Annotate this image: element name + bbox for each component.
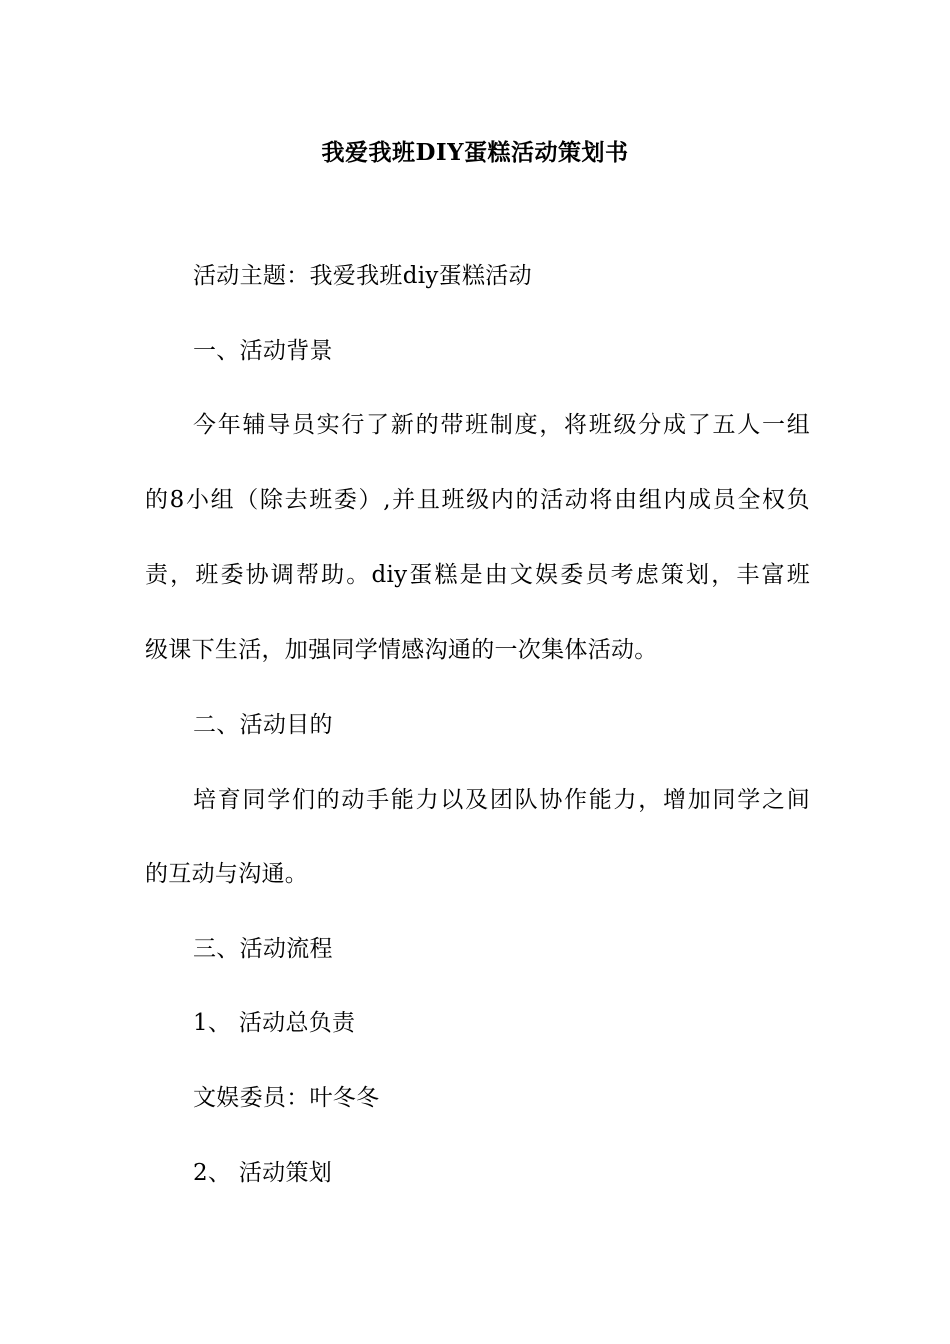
background-paragraph-line: 今年辅导员实行了新的带班制度，将班级分成了五人一组 [193,412,810,438]
purpose-paragraph-line: 的互动与沟通。 [145,861,309,887]
background-paragraph-line: 级课下生活，加强同学情感沟通的一次集体活动。 [145,637,658,663]
item-heading-planning: 2、 活动策划 [193,1160,333,1186]
activity-theme: 活动主题：我爱我班diy蛋糕活动 [193,263,532,289]
section-heading-purpose: 二、活动目的 [193,712,333,738]
item-content-lead: 文娱委员：叶冬冬 [193,1085,380,1111]
document-title: 我爱我班DIY蛋糕活动策划书 [321,139,629,166]
section-heading-background: 一、活动背景 [193,338,333,364]
purpose-paragraph-line: 培育同学们的动手能力以及团队协作能力，增加同学之间 [193,787,810,813]
background-paragraph-line: 的8小组（除去班委）,并且班级内的活动将由组内成员全权负 [145,487,810,513]
background-paragraph-line: 责，班委协调帮助。diy蛋糕是由文娱委员考虑策划，丰富班 [145,562,810,588]
section-heading-process: 三、活动流程 [193,936,333,962]
item-heading-lead: 1、 活动总负责 [193,1010,356,1036]
